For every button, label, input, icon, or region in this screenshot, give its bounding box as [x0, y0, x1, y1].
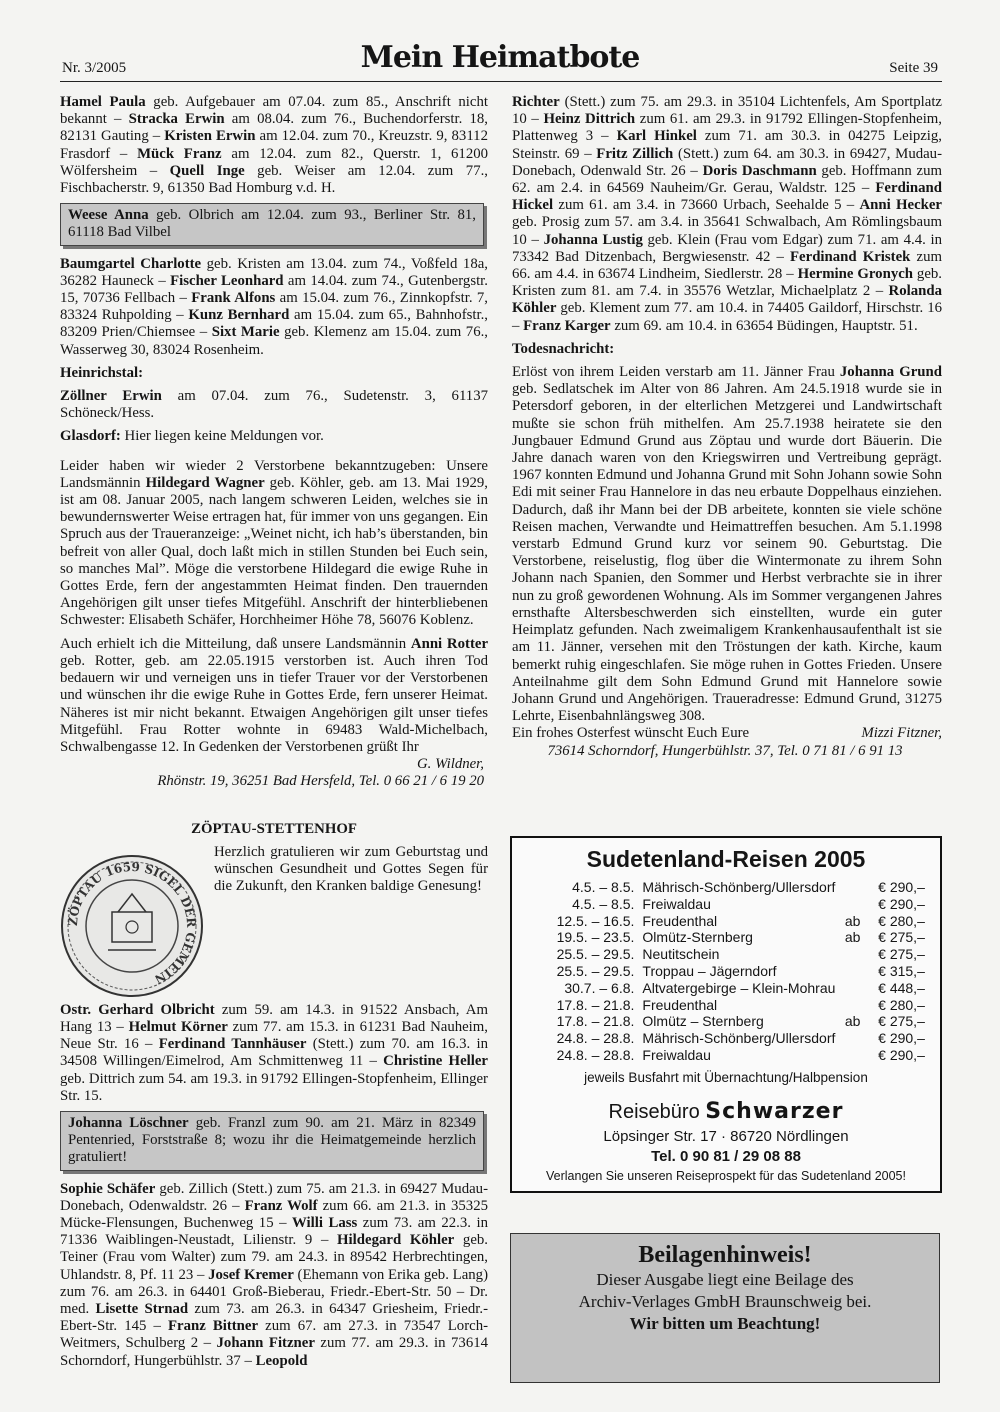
- person-name: Johanna Grund: [839, 364, 942, 381]
- trip-ab: ab: [844, 1013, 861, 1030]
- trip-row: [542, 963, 940, 980]
- easter-signature: Mizzi Fitzner,: [861, 725, 942, 742]
- person-name: Franz Karger: [523, 317, 611, 334]
- entry-text: zum 67. am 27.3. in 73547 Lorch-Weitmers, Schulberg 2 –: [60, 1318, 489, 1352]
- trip-price: € 290,–: [878, 879, 925, 895]
- entry-text: am 08.04. zum 76., Buchendorferstr. 18, 82131 Gauting –: [60, 111, 489, 145]
- person-name: Franz Wolf: [244, 1197, 318, 1214]
- page-number: Seite 39: [889, 60, 938, 76]
- trip-price: € 275,–: [878, 946, 925, 963]
- entry-text: (Stett.) zum 70. am 16.3. in 34508 Willingen/Eimelrod, Am Schmittenweg 11 –: [60, 1036, 488, 1070]
- trip-ab: [841, 879, 874, 896]
- entry-text: am 07.04. zum 76., Sudetenstr. 3, 61137 Schöneck/Hess.: [60, 388, 488, 422]
- birthday-list-1: [60, 94, 488, 197]
- supplement-notice: [510, 1233, 940, 1383]
- entry-text: geb. Weiser am 12.04. zum 77., Fischbacherstr. 9, 61350 Bad Homburg v.d. H.: [60, 162, 488, 197]
- person-name: Rolanda Köhler: [512, 283, 942, 317]
- trip-dates: 25.5. – 29.5.: [556, 946, 635, 963]
- trip-ab: ab: [844, 929, 861, 946]
- entry-text: (Stett.) zum 75. am 29.3. in 35104 Lichtenfels, Am Sportplatz 10 –: [512, 94, 942, 128]
- entry-text: Auch erhielt ich die Mitteilung, daß unsere Landsmännin: [60, 635, 411, 652]
- trip-dates: 4.5. – 8.5.: [572, 879, 635, 895]
- trip-destination: Mährisch-Schönberg/Ullersdorf: [642, 879, 836, 895]
- agency-logo-text: Schwarzer: [705, 1098, 844, 1124]
- trip-dates: 4.5. – 8.5.: [572, 895, 635, 912]
- trip-destination: Freiwaldau: [642, 1046, 711, 1063]
- entry-text: am 12.04. zum 82., Querstr. 1, 61200 Wölfersheim –: [60, 145, 489, 179]
- trip-destination: Freiwaldau: [642, 895, 711, 912]
- entry-text: Erlöst von ihrem Leiden verstarb am 11. Jänner Frau: [512, 364, 840, 381]
- trip-ab: [841, 963, 874, 980]
- person-name: Mück Franz: [137, 145, 222, 162]
- person-name: Christine Heller: [383, 1053, 488, 1070]
- trip-ab: [841, 1030, 874, 1047]
- trip-row: [542, 896, 940, 913]
- header-rule: [60, 81, 942, 82]
- entry-text: geb. Teiner (Frau vom Walter) zum 79. am 24.3. in 89542 Herbrechtingen, Uhlandstr. 8, Pf. 11 23 –: [60, 1232, 488, 1283]
- zoeptau-birthdays-1: [60, 1002, 488, 1105]
- entry-text: zum 66. am 21.3. in 35325 Mücke-Flensungen, Buchenweg 15 –: [60, 1197, 488, 1231]
- trip-destination: Troppau – Jägerndorf: [642, 962, 777, 979]
- person-name: Johann Fitzner: [216, 1335, 315, 1352]
- person-name: Sixt Marie: [211, 324, 280, 341]
- person-name: Heinz Dittrich: [543, 111, 636, 128]
- person-name: Ferdinand Tannhäuser: [158, 1036, 307, 1053]
- heinrichstal-entry: [60, 388, 488, 422]
- trip-row: [542, 946, 940, 963]
- trip-row: [542, 879, 940, 896]
- trip-row: [542, 929, 940, 946]
- person-name: Anni Rotter: [410, 635, 489, 652]
- trip-ab: [841, 980, 874, 997]
- signature-address: Rhönstr. 19, 36251 Bad Hersfeld, Tel. 0 66 21 / 6 19 20: [157, 773, 484, 790]
- person-name: Fritz Zillich: [596, 145, 674, 162]
- trip-destination: Altvatergebirge – Klein-Mohrau: [642, 979, 836, 996]
- death-notice-heading: Todesnachricht:: [512, 340, 615, 357]
- person-name: Frank Alfons: [191, 290, 276, 307]
- trip-price: € 290,–: [878, 1030, 925, 1047]
- trip-price: € 275,–: [878, 1013, 925, 1030]
- left-column: [60, 94, 488, 1376]
- trip-ab: [841, 946, 874, 963]
- trip-destination: Olmütz – Sternberg: [642, 1013, 764, 1030]
- trip-ab: [841, 896, 874, 913]
- trip-ab: [841, 997, 874, 1014]
- entry-text: zum 77. am 29.3. in 73614 Schorndorf, Hungerbühlstr. 37 –: [60, 1335, 489, 1369]
- entry-text: geb. Klemenz am 15.04. zum 76., Wasserweg 30, 83024 Rosenheim.: [60, 324, 488, 358]
- entry-text: geb. Aufgebauer am 07.04. zum 85., Anschrift nicht bekannt –: [60, 94, 488, 128]
- entry-text: zum 73. am 26.3. in 64347 Griesheim, Friedr.-Ebert-Str. 145 –: [60, 1300, 489, 1335]
- person-name: Ostr. Gerhard Olbricht: [60, 1001, 215, 1018]
- entry-text: zum 66. am 4.4. in 63674 Lindheim, Siedlerstr. 28 –: [512, 248, 942, 283]
- entry-text: geb. Klein (Frau vom Edgar) zum 71. am 4.4. in 73342 Bad Ditzenbach, Bergwiesenstr. 42 –: [512, 231, 942, 265]
- trip-price: € 290,–: [878, 895, 925, 912]
- trip-row: [542, 1013, 940, 1030]
- supplement-line-3: Wir bitten um Beachtung!: [629, 1314, 821, 1333]
- trip-row: [542, 980, 940, 997]
- agency-prefix: Reisebüro: [608, 1100, 700, 1123]
- trip-row: [542, 913, 940, 930]
- person-name: Doris Daschmann: [702, 162, 817, 179]
- entry-text: geb. Zillich (Stett.) zum 75. am 21.3. in 69427 Mudau-Donebach, Odenwaldstr. 26 –: [60, 1180, 489, 1214]
- entry-text: zum 59. am 14.3. in 91522 Ansbach, Am Hang 13 –: [60, 1001, 488, 1035]
- person-name: Anni Hecker: [859, 197, 943, 214]
- entry-text: am 15.04. zum 76., Zinnkopfstr. 7, 83324 Ruhpolding –: [60, 290, 488, 324]
- trip-table: [542, 879, 940, 1064]
- agency-name: [512, 1099, 940, 1124]
- supplement-line-2: Archiv-Verlages GmbH Braunschweig bei.: [578, 1292, 872, 1311]
- person-name: Sophie Schäfer: [60, 1180, 156, 1197]
- easter-greeting: [512, 725, 942, 742]
- trip-ab: [841, 1047, 874, 1064]
- easter-address: 73614 Schorndorf, Hungerbühlstr. 37, Tel. 0 71 81 / 6 91 13: [547, 742, 903, 759]
- entry-text: Hier liegen keine Meldungen vor.: [120, 428, 324, 445]
- person-name: Johanna Lustig: [543, 231, 643, 248]
- highlight-text: [68, 207, 476, 240]
- agency-phone: Tel. 0 90 81 / 29 08 88: [651, 1147, 801, 1165]
- trip-dates: 12.5. – 16.5.: [556, 912, 635, 929]
- entry-text: geb. Franzl zum 90. am 21. März in 82349 Pentenried, Forststraße 8; wozu ihr die Heimatgemeinde herzlich gratuliert!: [68, 1114, 476, 1166]
- person-name: Helmut Körner: [128, 1018, 228, 1035]
- entry-text: am 15.04. zum 65., Bahnhofstr., 83209 Prien/Chiemsee –: [60, 307, 488, 341]
- glasdorf-note: [60, 428, 488, 445]
- person-name: Hamel Paula: [60, 94, 146, 110]
- entry-text: zum 61. am 29.3. in 91792 Ellingen-Stopfenheim, Plattenweg 3 –: [512, 111, 943, 145]
- person-name: Willi Lass: [292, 1214, 358, 1231]
- person-name: Kristen Erwin: [164, 128, 256, 145]
- town-seal-image: [60, 854, 204, 998]
- agency-address: Löpsinger Str. 17 · 86720 Nördlingen: [603, 1127, 849, 1145]
- trip-dates: 17.8. – 21.8.: [556, 1013, 635, 1030]
- trip-destination: Olmütz-Sternberg: [642, 929, 753, 946]
- trip-dates: 24.8. – 28.8.: [556, 1046, 635, 1063]
- right-column: [512, 94, 942, 760]
- trip-row: [542, 1047, 940, 1064]
- person-name: Glasdorf:: [60, 428, 121, 445]
- trip-destination: Freudenthal: [642, 996, 718, 1013]
- entry-text: (Ehemann von Erika geb. Lang) zum 76. am 26.3. in 64401 Groß-Bieberau, Friedr.-Ebert-Str. 50 – Dr. med.: [60, 1266, 488, 1317]
- trip-destination: Freudenthal: [642, 912, 718, 929]
- supplement-title: Beilagenhinweis!: [638, 1242, 812, 1268]
- trip-dates: 17.8. – 21.8.: [556, 996, 635, 1013]
- trip-price: € 275,–: [878, 929, 925, 946]
- person-name: Hildegard Köhler: [337, 1232, 455, 1249]
- entry-text: geb. Köhler, geb. am 13. Mai 1929, ist am 08. Januar 2005, nach langem schweren Leiden, welches sie in bewundernswerter Weise ertragen hat, für immer von uns gegangen. Ein Spruch aus der Traueranzeige: „Weinet nicht, ich hab’s überstanden, bin befreit von aller Qual, doch laßt mich in stillen Stunden bei Euch sein, so manches Mal”. Möge die verstorbene Hildegard die ewige Ruhe in Gottes Erde, fern der angestammten Heimat finden. Den trauernden Angehörigen gilt unser tiefes Mitgefühl. Anschrift der hinterbliebenen Schwester: Elisabeth Schäfer, Horchheimer Höhe 78, 56076 Koblenz.: [60, 474, 488, 629]
- travel-ad: [510, 836, 942, 1193]
- trip-price: € 315,–: [878, 962, 925, 979]
- death-notice-grund: [512, 364, 942, 725]
- person-name: Richter: [512, 94, 560, 110]
- entry-text: zum 73. am 22.3. in 71336 Waiblingen-Neustadt, Lilienstr. 9 –: [60, 1214, 488, 1249]
- entry-text: Leider haben wir wieder 2 Verstorbene bekanntzugeben: Unsere Landsmännin: [60, 457, 488, 491]
- trip-price: € 280,–: [878, 996, 925, 1013]
- issue-number: Nr. 3/2005: [62, 60, 127, 76]
- entry-text: geb. Olbrich am 12.04. zum 93., Berliner Str. 81, 61118 Bad Vilbel: [68, 207, 476, 241]
- person-name: Kunz Bernhard: [188, 307, 290, 324]
- person-name: Zöllner Erwin: [60, 388, 162, 405]
- person-name: Johanna Löschner: [68, 1114, 189, 1131]
- entry-text: am 12.04. zum 70., Kreuzstr. 9, 83112 Frasdorf –: [60, 128, 488, 162]
- person-name: Josef Kremer: [208, 1266, 294, 1283]
- person-name: Leopold: [255, 1352, 308, 1369]
- trip-dates: 30.7. – 6.8.: [564, 979, 635, 996]
- heinrichstal-heading: Heinrichstal:: [60, 364, 144, 381]
- entry-text: geb. Dittrich zum 54. am 19.3. in 91792 Ellingen-Stopfenheim, Ellinger Str. 15.: [60, 1070, 488, 1104]
- section-title-zoeptau: ZÖPTAU-STETTENHOF: [191, 820, 357, 837]
- newspaper-logo: Mein Heimatbote: [360, 40, 640, 75]
- person-name: Fischer Leonhard: [170, 272, 284, 289]
- trip-dates: 25.5. – 29.5.: [556, 962, 635, 979]
- entry-text: (Stett.) zum 64. am 30.3. in 69427, Mudau-Donebach, Odenwald Str. 26 –: [512, 145, 943, 179]
- person-name: Ferdinand Kristek: [790, 248, 911, 265]
- person-name: Quell Inge: [169, 162, 245, 179]
- trip-dates: 19.5. – 23.5.: [556, 929, 635, 946]
- trip-row: [542, 1030, 940, 1047]
- entry-text: geb. Kristen am 13.04. zum 74., Voßfeld 18a, 36282 Hauneck –: [60, 255, 488, 289]
- travel-ad-title: Sudetenland-Reisen 2005: [586, 846, 866, 872]
- seal-lettering: ZÖPTAU 1659 SIGEL DER GEMEIN: [65, 859, 199, 987]
- trip-destination: Mährisch-Schönberg/Ullersdorf: [642, 1030, 836, 1047]
- obituary-wagner: [60, 458, 488, 630]
- travel-note: jeweils Busfahrt mit Übernachtung/Halbpension: [584, 1069, 868, 1085]
- person-name: Stracka Erwin: [128, 111, 225, 128]
- entry-text: geb. Hoffmann zum 62. am 2.4. in 64569 Nauheim/Gr. Gerau, Waldstr. 125 –: [512, 162, 942, 197]
- person-name: Karl Hinkel: [616, 128, 697, 145]
- entry-text: geb. Sedlatschek im Alter von 86 Jahren. Am 24.5.1918 wurde sie in Petersdorf geboren, in der elterlichen Metzgerei und Landwirtschaft mußte sie schon früh mithelfen. Am 25.7.1938 heiratete sie den Jungbauer Edmund Grund aus Zöptau und wurde dort Bäuerin. Die Jahre danach waren von den Kriegswirren und Vertreibung geprägt. 1967 konnten Edmund und Johanna Grund mit Sohn Johann sowie Sohn Edi mit seiner Frau Hannelore in das neu erbaute Doppelhaus einziehen. Dadurch, daß ihr Mann bei der DB arbeitete, konnten sie viele schöne Reisen machen, Verwandte und Heimattreffen besuchen. Am 5.1.1998 verstarb Edmund Grund kurz vor seinem 90. Geburtstag. Die Verstorbene, reiselustig, flog über die Wintermonate zu ihrem Sohn Johann nach Spanien, den Sommer und Herbst verbrachte sie in ihrer nun zu groß gewordenen Wohnung. Als im Sommer vergangenen Jahres ernsthafte Altersbeschwerden sich einstellten, wurde ein guter Heimplatz gefunden. Nach zweimaligem Krankenhausaufenthalt ist sie am 11. Jänner, versehen mit den Tröstungen der kath. Kirche, kaum bemerkt ruhig eingeschlafen. Sie möge ruhen in Gottes Frieden. Unsere Anteilnahme gilt dem Sohn Edmund Grund mit Hannelore sowie Johann Grund und Angehörigen. Traueradresse: Edmund Grund, 31275 Lehrte, Eisenbahnlängsweg 308.: [512, 381, 942, 725]
- highlight-box-loeschner: [60, 1111, 484, 1171]
- trip-destination: Neutitschein: [642, 946, 720, 963]
- obituary-rotter: [60, 636, 488, 756]
- signature-name: G. Wildner,: [417, 756, 484, 773]
- easter-text: Ein frohes Osterfest wünscht Euch Eure: [512, 725, 750, 742]
- entry-text: geb. Rotter, geb. am 22.05.1915 verstorben ist. Auch ihren Tod bedauern wir und verneigen uns in tiefer Trauer vor der Verstorbenen und wünschen ihr die ewige Ruhe in Gottes Erde, fern unserer Heimat. Näheres ist mir nicht bekannt. Etwaigen Angehörigen gilt unser tiefes Mitgefühl. Frau Rotter wohnte in 69483 Wald-Michelbach, Schwalbengasse 12. In Gedenken der Verstorbenen grüßt Ihr: [60, 652, 488, 755]
- entry-text: geb. Klement zum 77. am 10.4. in 74405 Gaildorf, Hirschstr. 16 –: [512, 300, 942, 334]
- person-name: Lisette Strnad: [95, 1300, 189, 1317]
- trip-dates: 24.8. – 28.8.: [556, 1030, 635, 1047]
- entry-text: geb. Prosig zum 57. am 3.4. in 35641 Schwalbach, Am Römlingsbaum 10 –: [512, 214, 942, 248]
- entry-text: zum 69. am 10.4. in 63654 Büdingen, Hauptstr. 51.: [610, 317, 918, 334]
- person-name: Hildegard Wagner: [145, 474, 265, 491]
- trip-ab: ab: [844, 912, 861, 929]
- person-name: Baumgartel Charlotte: [60, 255, 202, 272]
- supplement-line-1: Dieser Ausgabe liegt eine Beilage des: [596, 1270, 854, 1289]
- trip-price: € 290,–: [878, 1046, 925, 1063]
- trip-row: [542, 997, 940, 1014]
- entry-text: zum 71. am 30.3. in 04275 Leipzig, Steinstr. 69 –: [512, 128, 942, 162]
- highlight-box-weese: [60, 203, 484, 245]
- trip-price: € 448,–: [878, 979, 925, 996]
- person-name: Franz Bittner: [167, 1318, 259, 1335]
- person-name: Ferdinand Hickel: [512, 180, 942, 214]
- entry-text: zum 77. am 15.3. in 61231 Bad Nauheim, Neue Str. 16 –: [60, 1018, 489, 1053]
- person-name: Hermine Gronych: [797, 266, 914, 283]
- trip-price: € 280,–: [878, 912, 925, 929]
- highlight-text: [68, 1115, 476, 1165]
- zoeptau-birthdays-2: [60, 1181, 488, 1370]
- prospekt-note: Verlangen Sie unseren Reiseprospekt für das Sudetenland 2005!: [546, 1168, 906, 1183]
- entry-text: geb. Kristen zum 81. am 7.4. in 35576 Wetzlar, Michaelplatz 2 –: [512, 266, 942, 300]
- entry-text: zum 61. am 3.4. in 73660 Urbach, Seehalde 5 –: [553, 197, 860, 214]
- person-name: Weese Anna: [68, 207, 149, 224]
- birthday-list-2: [60, 256, 488, 359]
- entry-text: Herzlich gratulieren wir zum Geburtstag und wünschen Gesundheit und Gottes Segen für die Zukunft, den Kranken baldige Genesung!: [214, 843, 488, 895]
- birthday-list-3: [512, 94, 942, 335]
- entry-text: am 14.04. zum 74., Gutenbergstr. 15, 70736 Fellbach –: [60, 272, 488, 307]
